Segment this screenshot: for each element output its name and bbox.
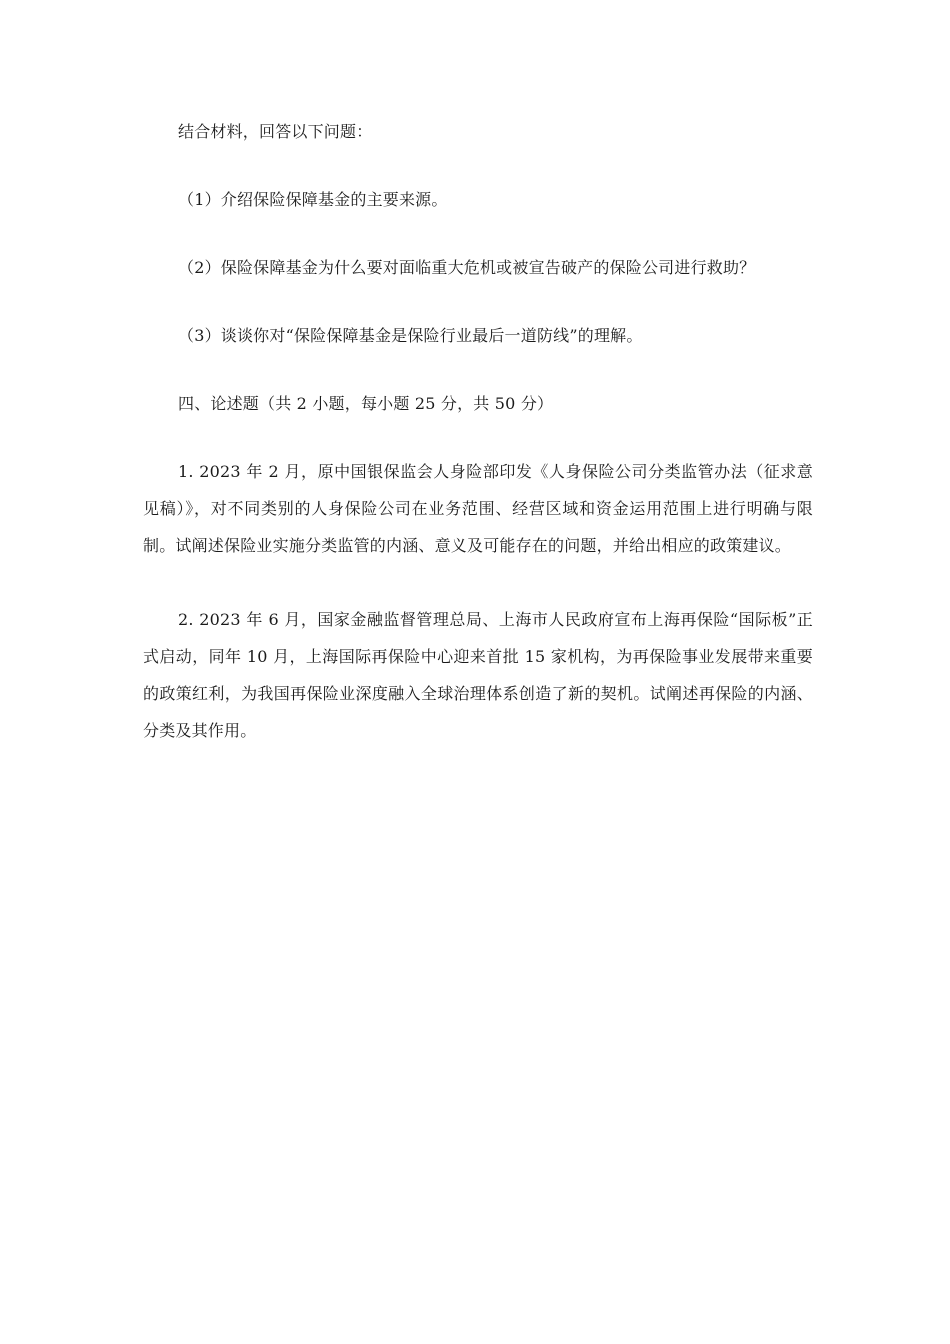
question-1: （1）介绍保险保障基金的主要来源。 [178, 190, 448, 209]
question-2: （2）保险保障基金为什么要对面临重大危机或被宣告破产的保险公司进行救助？ [178, 258, 756, 277]
essay-question-1: 1. 2023 年 2 月，原中国银保监会人身险部印发《人身保险公司分类监管办法（征求意见稿）》，对不同类别的人身保险公司在业务范围、经营区域和资金运用范围上进行明确与限制。试阐述保险业实施分类监管的内涵、意义及可能存在的问题，并给出相应的政策建议。 [143, 462, 813, 555]
essay-question-2: 2. 2023 年 6 月，国家金融监督管理总局、上海市人民政府宣布上海再保险“国际板”正式启动，同年 10 月，上海国际再保险中心迎来首批 15 家机构，为再保险事业发展带来重要的政策红利，为我国再保险业深度融入全球治理体系创造了新的契机。试阐述再保险的内涵、分类及其作用。 [143, 610, 813, 740]
section-heading: 四、论述题（共 2 小题，每小题 25 分，共 50 分） [178, 394, 554, 413]
intro-text: 结合材料，回答以下问题： [178, 122, 373, 141]
question-3: （3）谈谈你对“保险保障基金是保险行业最后一道防线”的理解。 [178, 326, 643, 345]
